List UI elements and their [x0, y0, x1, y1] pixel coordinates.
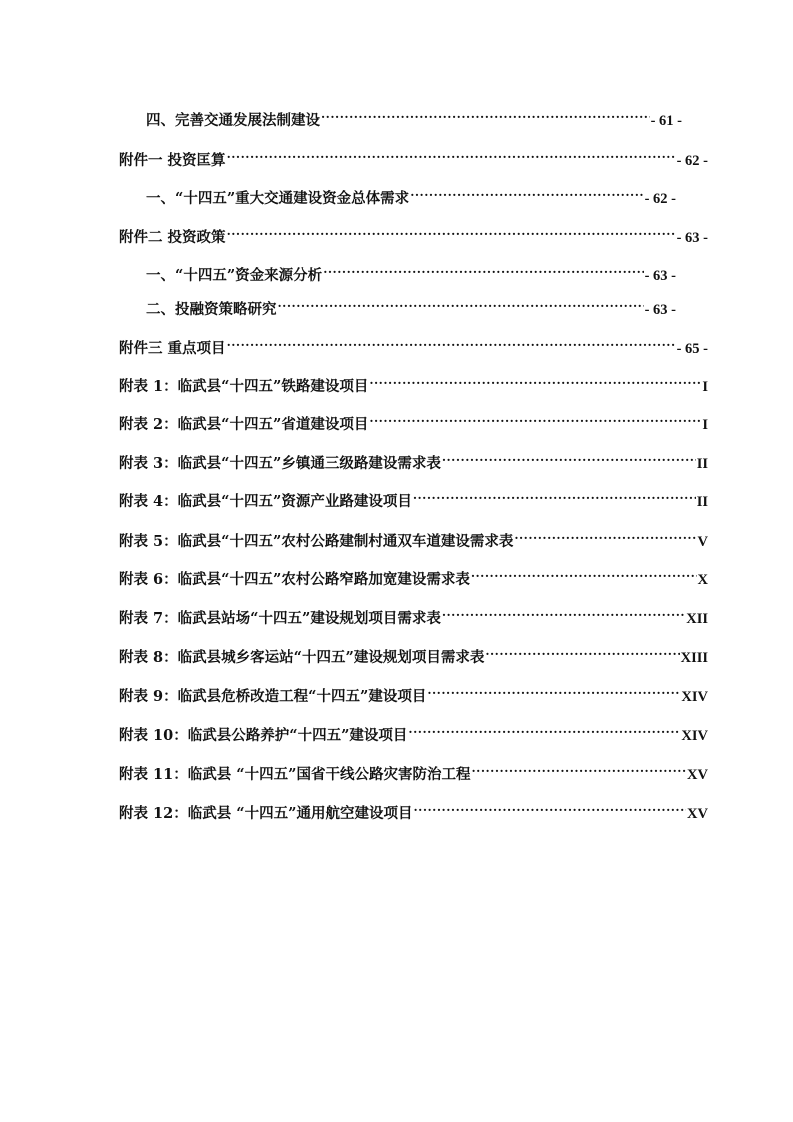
- toc-entry-page: - 65 -: [676, 341, 708, 357]
- toc-entry-table-5[interactable]: [119, 522, 708, 550]
- dot-leader: [427, 677, 680, 701]
- toc-entry-table-11[interactable]: [119, 755, 708, 783]
- dot-leader: [227, 218, 676, 242]
- toc-entry-funding-sources[interactable]: [146, 256, 676, 284]
- toc-entry-page: I: [702, 417, 708, 433]
- toc-entry-table-10[interactable]: [119, 716, 708, 744]
- dot-leader: [369, 405, 701, 429]
- toc-entry-table-4[interactable]: [119, 482, 708, 510]
- toc-entry-page: XV: [687, 806, 708, 822]
- toc-entry-page: II: [696, 494, 708, 510]
- toc-entry-table-3[interactable]: [119, 444, 708, 472]
- toc-entry-title: 附件三 重点项目: [119, 340, 226, 357]
- toc-entry-title: 附表 11：临武县 “十四五”国省干线公路灾害防治工程: [119, 766, 471, 783]
- dot-leader: [369, 367, 701, 391]
- toc-entry-page: - 63 -: [644, 268, 676, 284]
- toc-entry-title: 附表 9：临武县危桥改造工程“十四五”建设项目: [119, 688, 427, 705]
- dot-leader: [514, 522, 696, 546]
- toc-entry-title: 一、“十四五”重大交通建设资金总体需求: [146, 190, 410, 207]
- toc-entry-page: I: [702, 379, 708, 395]
- toc-entry-table-9[interactable]: [119, 677, 708, 705]
- toc-entry-title: 二、投融资策略研究: [146, 301, 277, 318]
- toc-entry-page: - 61 -: [650, 113, 682, 129]
- toc-entry-title: 附表 7：临武县站场“十四五”建设规划项目需求表: [119, 610, 441, 627]
- toc-entry-title: 附表 8：临武县城乡客运站“十四五”建设规划项目需求表: [119, 649, 485, 666]
- toc-entry-page: - 63 -: [644, 302, 676, 318]
- toc-entry-page: - 63 -: [676, 230, 708, 246]
- toc-entry-table-6[interactable]: [119, 560, 708, 588]
- dot-leader: [321, 101, 650, 125]
- toc-entry-title: 附表 6：临武县“十四五”农村公路窄路加宽建设需求表: [119, 571, 470, 588]
- toc-entry-title: 四、完善交通发展法制建设: [146, 112, 320, 129]
- dot-leader: [410, 179, 643, 203]
- dot-leader: [485, 638, 679, 662]
- toc-entry-page: XIII: [680, 650, 708, 666]
- dot-leader: [442, 599, 685, 623]
- dot-leader: [413, 482, 696, 506]
- toc-entry-table-2[interactable]: [119, 405, 708, 433]
- toc-entry-page: XIV: [681, 689, 708, 705]
- toc-entry-page: - 62 -: [676, 153, 708, 169]
- toc-entry-law-construction[interactable]: [146, 101, 682, 129]
- toc-entry-title: 附表 5：临武县“十四五”农村公路建制村通双车道建设需求表: [119, 533, 514, 550]
- toc-entry-table-12[interactable]: [119, 794, 708, 822]
- toc-entry-page: XV: [687, 767, 708, 783]
- toc-entry-table-7[interactable]: [119, 599, 708, 627]
- dot-leader: [413, 794, 686, 818]
- toc-entry-title: 一、“十四五”资金来源分析: [146, 267, 323, 284]
- toc-entry-funding-demand[interactable]: [146, 179, 676, 207]
- toc-entry-title: 附表 12：临武县 “十四五”通用航空建设项目: [119, 805, 413, 822]
- toc-entry-table-1[interactable]: [119, 367, 708, 395]
- dot-leader: [442, 444, 696, 468]
- toc-entry-title: 附件一 投资匡算: [119, 152, 226, 169]
- dot-leader: [323, 256, 643, 280]
- toc-entry-title: 附表 10：临武县公路养护“十四五”建设项目: [119, 727, 408, 744]
- toc-entry-page: XIV: [681, 728, 708, 744]
- toc-entry-table-8[interactable]: [119, 638, 708, 666]
- dot-leader: [408, 716, 680, 740]
- dot-leader: [471, 560, 697, 584]
- toc-entry-financing-strategy[interactable]: [146, 290, 676, 318]
- toc-entry-appendix-2[interactable]: [119, 218, 708, 246]
- toc-entry-page: - 62 -: [644, 191, 676, 207]
- dot-leader: [227, 141, 676, 165]
- toc-entry-title: 附表 4：临武县“十四五”资源产业路建设项目: [119, 493, 412, 510]
- dot-leader: [227, 329, 676, 353]
- toc-entry-page: II: [696, 456, 708, 472]
- dot-leader: [278, 290, 644, 314]
- toc-entry-title: 附件二 投资政策: [119, 229, 226, 246]
- toc-entry-appendix-1[interactable]: [119, 141, 708, 169]
- toc-entry-page: XII: [686, 611, 708, 627]
- toc-entry-page: V: [697, 534, 708, 550]
- toc-entry-title: 附表 1：临武县“十四五”铁路建设项目: [119, 378, 369, 395]
- toc-entry-appendix-3[interactable]: [119, 329, 708, 357]
- toc-entry-title: 附表 3：临武县“十四五”乡镇通三级路建设需求表: [119, 455, 441, 472]
- toc-entry-page: X: [697, 572, 708, 588]
- dot-leader: [471, 755, 686, 779]
- toc-entry-title: 附表 2：临武县“十四五”省道建设项目: [119, 416, 369, 433]
